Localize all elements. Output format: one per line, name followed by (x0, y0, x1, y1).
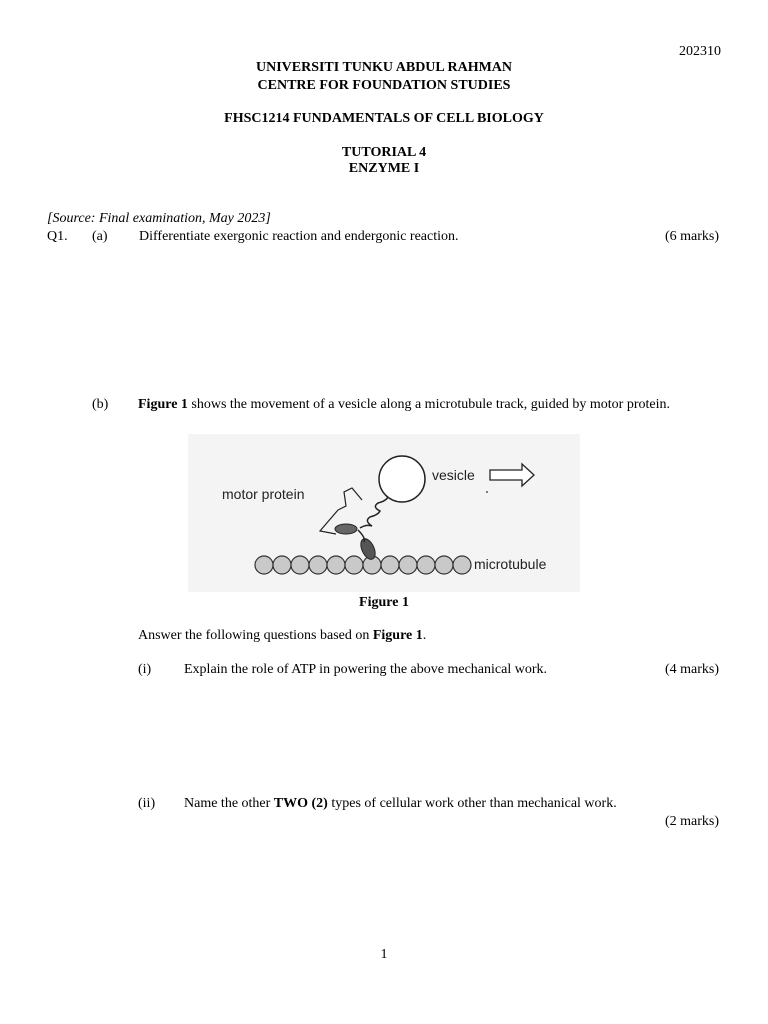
vesicle-shape (379, 456, 425, 502)
part-b-i-label: (i) (138, 662, 152, 677)
centre-name: CENTRE FOR FOUNDATION STUDIES (257, 78, 511, 93)
tutorial-number: TUTORIAL 4 (341, 145, 427, 160)
question-number: Q1. (47, 229, 68, 244)
figure-caption: Figure 1 (359, 595, 409, 610)
part-a-text: Differentiate exergonic reaction and endergonic reaction. (139, 229, 459, 244)
motor-protein-head (335, 524, 357, 534)
page-number: 1 (380, 947, 388, 962)
part-b-ii-text-end: types of cellular work other than mechanical work. (327, 796, 617, 811)
tutorial-topic: ENZYME I (348, 161, 420, 176)
part-b-i-marks: (4 marks) (664, 662, 719, 677)
vesicle-label: vesicle (432, 467, 475, 483)
part-b-ii-text (184, 796, 617, 812)
part-b-ii-marks: (2 marks) (664, 814, 719, 829)
part-b-text (138, 397, 670, 413)
figure-reference: Figure 1 (138, 397, 188, 412)
document-code: 202310 (679, 44, 721, 59)
part-b-label: (b) (92, 397, 109, 412)
part-b-i-text: Explain the role of ATP in powering the above mechanical work. (184, 662, 547, 677)
part-a-marks: (6 marks) (664, 229, 719, 244)
motor-protein-label: motor protein (222, 486, 305, 502)
university-name: UNIVERSITI TUNKU ABDUL RAHMAN (255, 60, 513, 75)
instruction-end: . (422, 628, 427, 643)
course-title: FHSC1214 FUNDAMENTALS OF CELL BIOLOGY (224, 111, 544, 126)
part-b-ii-label: (ii) (138, 796, 156, 811)
part-a-label: (a) (92, 229, 108, 244)
instruction (138, 628, 426, 644)
part-b-ii-emphasis: TWO (2) (273, 796, 328, 811)
instruction-text: Answer the following questions based on (138, 628, 373, 643)
source-note: [Source: Final examination, May 2023] (47, 211, 271, 226)
part-b-ii-text-start: Name the other (184, 796, 274, 811)
microtubule-label: microtubule (474, 556, 547, 572)
part-b-description: shows the movement of a vesicle along a microtubule track, guided by motor protein. (187, 397, 671, 412)
figure-1-diagram (188, 434, 580, 592)
instruction-figure-reference: Figure 1 (372, 628, 423, 643)
